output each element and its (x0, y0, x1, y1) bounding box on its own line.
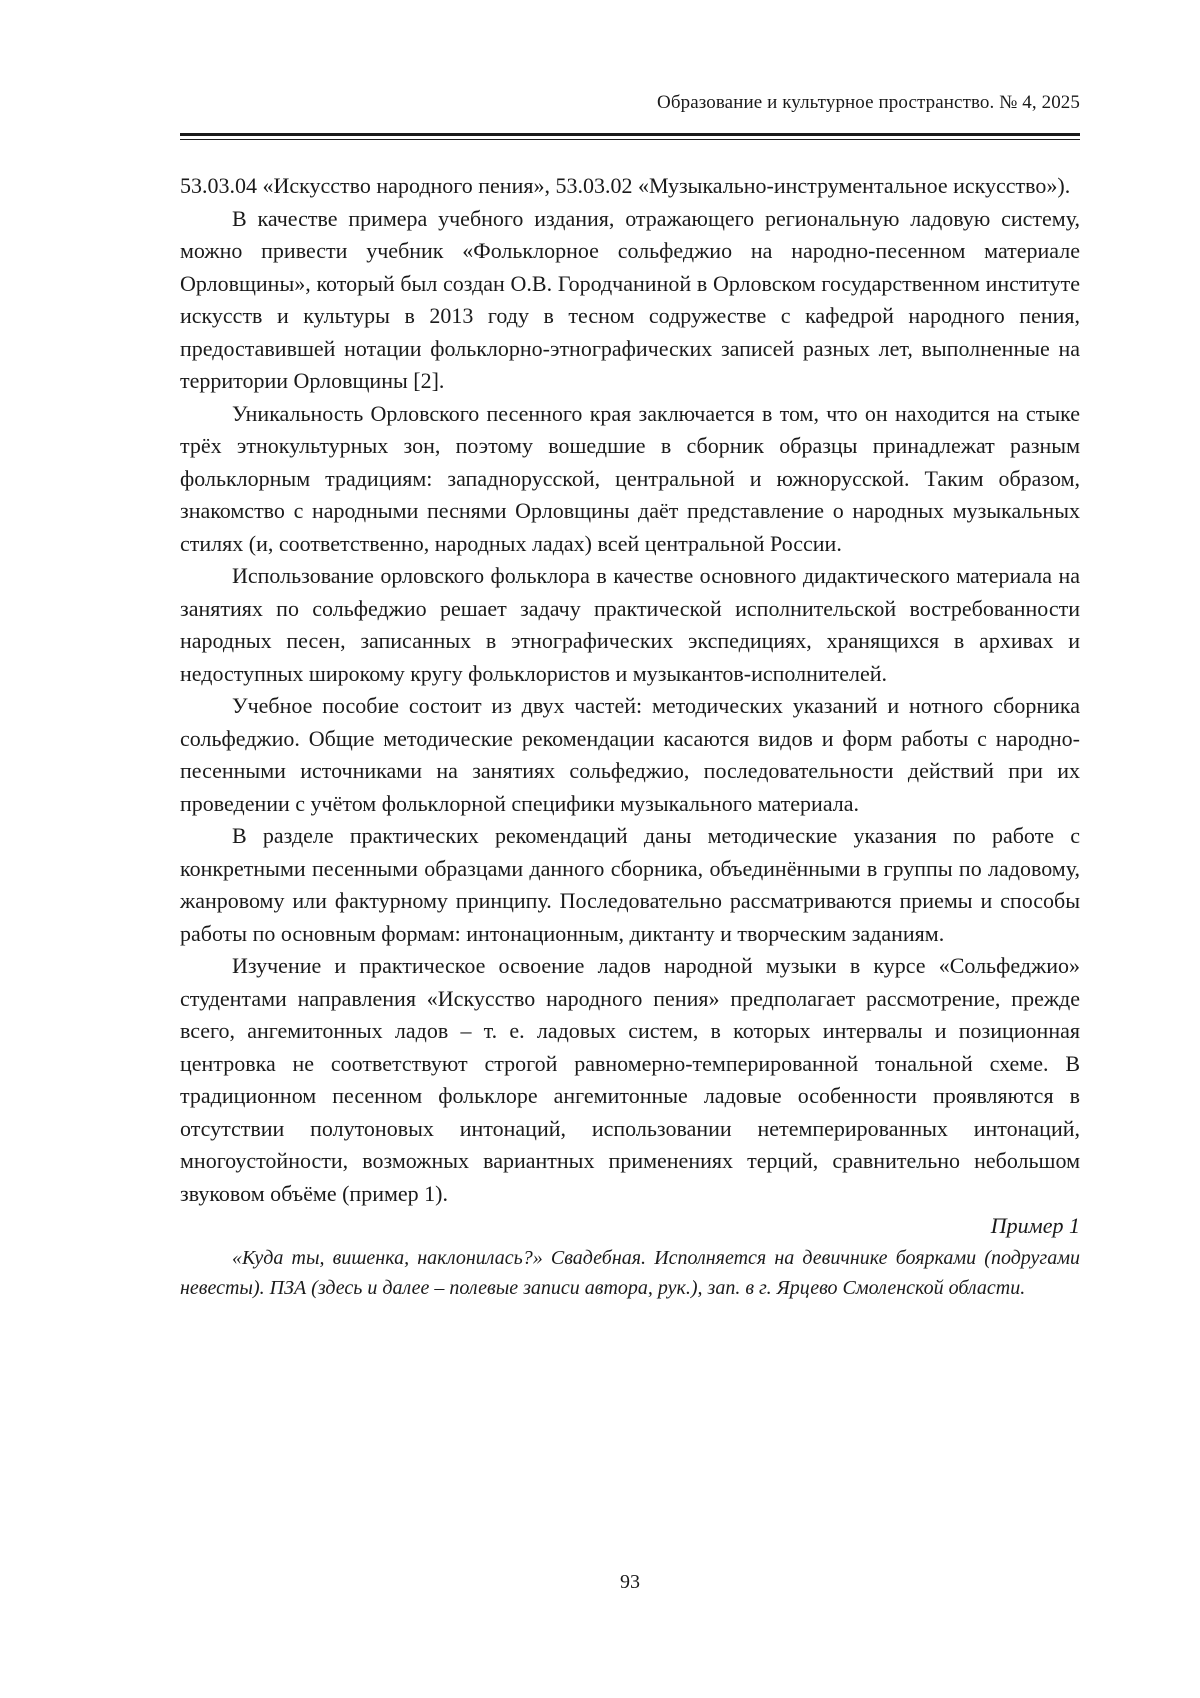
body-text (180, 170, 1080, 1303)
paragraph: В разделе практических рекомендаций даны методические указания по работе с конкретными песенными образцами данного сборника, объединёнными в группы по ладовому, жанровому или фактурному принципу. Последовательно рассматриваются приемы и способы работы по основным формам: интонационным, диктанту и творческим заданиям. (180, 823, 1080, 946)
header-rule-thin (180, 139, 1080, 140)
running-head: Образование и культурное пространство. № 4, 2025 (657, 92, 1080, 113)
paragraph: Использование орловского фольклора в качестве основного дидактического материала на занятиях по сольфеджио решает задачу практической исполнительской востребованности народных песен, записанных в этнографических экспедициях, хранящихся в архивах и недоступных широкому кругу фольклористов и музыкантов-исполнителей. (180, 563, 1080, 686)
paragraph: Учебное пособие состоит из двух частей: методических указаний и нотного сборника сольфеджио. Общие методические рекомендации касаются видов и форм работы с народно-песенными источниками на занятиях сольфеджио, последовательности действий при их проведении с учётом фольклорной специфики музыкального материала. (180, 693, 1080, 816)
page-number: 93 (620, 1571, 640, 1593)
paragraph: Изучение и практическое освоение ладов народной музыки в курсе «Сольфеджио» студентами направления «Искусство народного пения» предполагает рассмотрение, прежде всего, ангемитонных ладов – т. е. ладовых систем, в которых интервалы и позиционная центровка не соответствуют строгой равномерно-темперированной тональной схеме. В традиционном песенном фольклоре ангемитонные ладовые особенности проявляются в отсутствии полутоновых интонаций, использовании нетемперированных интонаций, многоустойности, возможных вариантных применениях терций, сравнительно небольшом звуковом объёме (пример 1). (180, 953, 1080, 1206)
document-page (180, 0, 1080, 1698)
paragraph-continued: 53.03.04 «Искусство народного пения», 53.03.02 «Музыкально-инструментальное искусство»). (180, 173, 1071, 198)
paragraph: Уникальность Орловского песенного края заключается в том, что он находится на стыке трёх этнокультурных зон, поэтому вошедшие в сборник образцы принадлежат разным фольклорным традициям: западнорусской, центральной и южнорусской. Таким образом, знакомство с народными песнями Орловщины даёт представление о народных музыкальных стилях (и, соответственно, народных ладах) всей центральной России. (180, 400, 1080, 556)
paragraph: В качестве примера учебного издания, отражающего региональную ладовую систему, можно привести учебник «Фольклорное сольфеджио на народно-песенном материале Орловщины», который был создан О.В. Городчаниной в Орловском государственном институте искусств и культуры в 2013 году в тесном содружестве с кафедрой народного пения, предоставившей нотации фольклорно-этнографических записей разных лет, выполненные на территории Орловщины [2]. (180, 205, 1080, 393)
example-caption: «Куда ты, вишенка, наклонилась?» Свадебная. Исполняется на девичнике боярками (подругами невесты). ПЗА (здесь и далее – полевые записи автора, рук.), зап. в г. Ярцево Смоленской области. (180, 1246, 1080, 1299)
example-label: Пример 1 (990, 1213, 1080, 1238)
header-rule-thick (180, 133, 1080, 136)
